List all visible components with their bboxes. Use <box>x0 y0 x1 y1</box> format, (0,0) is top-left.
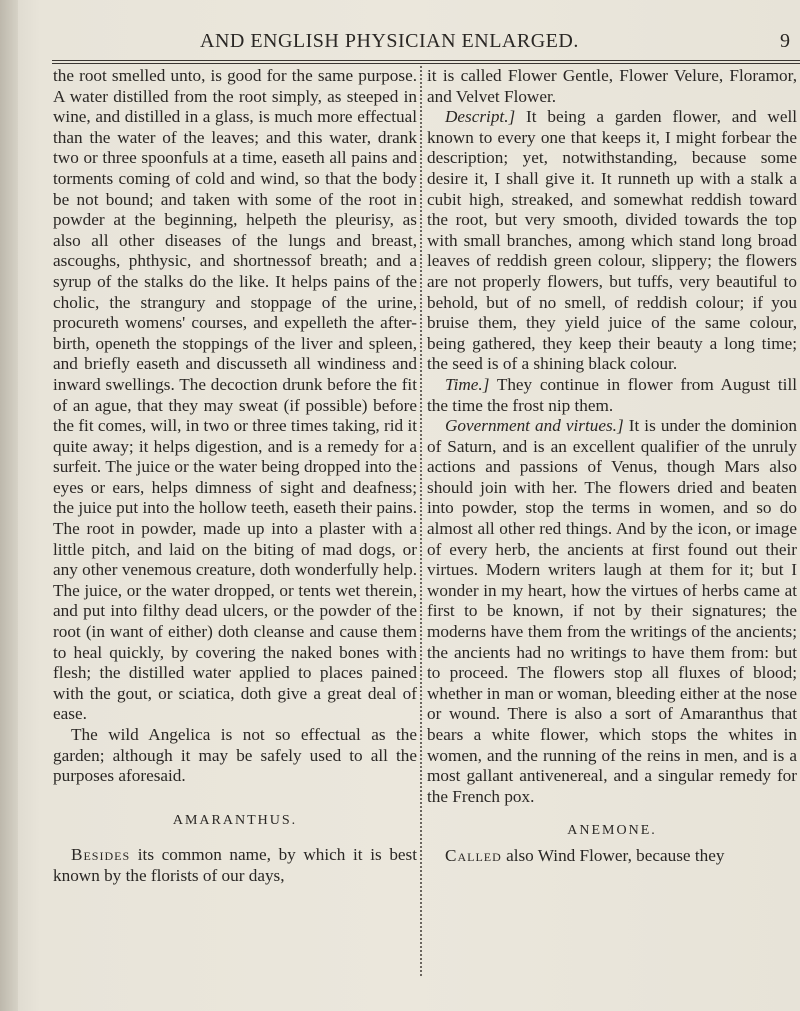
lead-word: Besides <box>71 845 131 865</box>
left-column <box>53 66 417 887</box>
paragraph-text: It is under the dominion of Saturn, and is an excellent qualifier of the unruly actions and passions of Venus, though Mars also should join with her. The flowers dried and beaten into powder, stop the terms in women, and so do almost all other red things. And by the icon, or image of every herb, the ancients at first found out their virtues. Modern writers laugh at them for it; but I wonder in my heart, how the virtues of herbs came at first to be known, if not by their signatures; the moderns have them from the writings of the ancients; the ancients had no writings to have them from: but to proceed. The flowers stop all fluxes of blood; whether in man or woman, bleeding either at the nose or wound. There is also a sort of Amaranthus that bears a white flower, which stops the whites in women, and the running of the reins in men, and is a most gallant antivenereal, and a singular remedy for the French pox. <box>427 416 797 806</box>
paragraph-wild-angelica: The wild Angelica is not so effectual as the garden; although it may be safely used to all the purposes aforesaid. <box>53 725 417 786</box>
paragraph-anemone-intro <box>427 846 797 867</box>
paragraph-angelica-virtues: the root smelled unto, is good for the same purpose. A water distilled from the root simply, as steeped in wine, and distilled in a glass, is much more effectual than the water of the leaves; and this water, drank two or three spoonfuls at a time, easeth all pains and torments coming of cold and wind, so that the body be not bound; and taken with some of the root in powder at the beginning, helpeth the pleurisy, as also all other diseases of the lungs and breast, ascoughs, phthysic, and shortnessof breath; and a syrup of the stalks do the like. It helps pains of the cholic, the strangury and stoppage of the urine, procureth womens' courses, and expelleth the after-birth, openeth the stoppings of the liver and spleen, and briefly easeth and discusseth all windiness and inward swellings. The decoction drunk before the fit of an ague, that they may sweat (if possible) before the fit comes, will, in two or three times taking, rid it quite away; it helps digestion, and is a remedy for a surfeit. The juice or the water being dropped into the eyes or ears, helps dimness of sight and deafness; the juice put into the hollow teeth, easeth their pains. The root in powder, made up into a plaster with a little pitch, and laid on the biting of mad dogs, or any other venemous creature, doth wonderfully help. The juice, or the water dropped, or tents wet therein, and put into filthy dead ulcers, or the powder of the root (in want of either) doth cleanse and cause them to heal quickly, by covering the naked bones with flesh; the distilled water applied to places pained with the gout, or sciatica, doth give a great deal of ease. <box>53 66 417 724</box>
page-number: 9 <box>780 30 791 52</box>
label-time: Time.] <box>445 374 490 394</box>
paragraph-time <box>427 375 797 416</box>
column-divider <box>420 66 422 976</box>
header-rule <box>52 60 800 61</box>
paragraph-text: It being a garden flower, and well known to every one that keeps it, I might forbear the description; yet, notwithstanding, because some desire it, I shall give it. It runneth up with a stalk a cubit high, streaked, and somewhat reddish toward the root, but very smooth, divided towards the top with small branches, among which stand long broad leaves of reddish green colour, slippery; the flowers are not properly flowers, but tuffs, very beautiful to behold, but of no smell, of reddish colour; if you bruise them, they yield juice of the same colour, being gathered, they keep their beauty a long time; the seed is of a shining black colour. <box>427 107 797 374</box>
paragraph-amaranthus-names: it is called Flower Gentle, Flower Velure, Floramor, and Velvet Flower. <box>427 66 797 106</box>
paragraph-text: They continue in flower from August till the time the frost nip them. <box>427 374 797 415</box>
section-heading-anemone: ANEMONE. <box>567 823 657 839</box>
paragraph-text: its common name, by which it is best known by the florists of our days, <box>53 845 417 885</box>
paragraph-description <box>427 107 797 375</box>
label-descript: Descript.] <box>445 107 516 127</box>
paragraph-government <box>427 416 797 807</box>
paragraph-text: also Wind Flower, because they <box>501 845 725 865</box>
page-binding-edge <box>0 0 18 1011</box>
header-rule-lower <box>52 63 800 64</box>
paragraph-amaranthus-intro <box>53 845 417 886</box>
label-government: Government and virtues.] <box>445 416 624 436</box>
running-title: AND ENGLISH PHYSICIAN ENLARGED. <box>200 30 579 52</box>
section-heading-amaranthus: AMARANTHUS. <box>172 812 298 828</box>
right-column <box>427 66 797 867</box>
lead-word: Called <box>445 845 502 865</box>
